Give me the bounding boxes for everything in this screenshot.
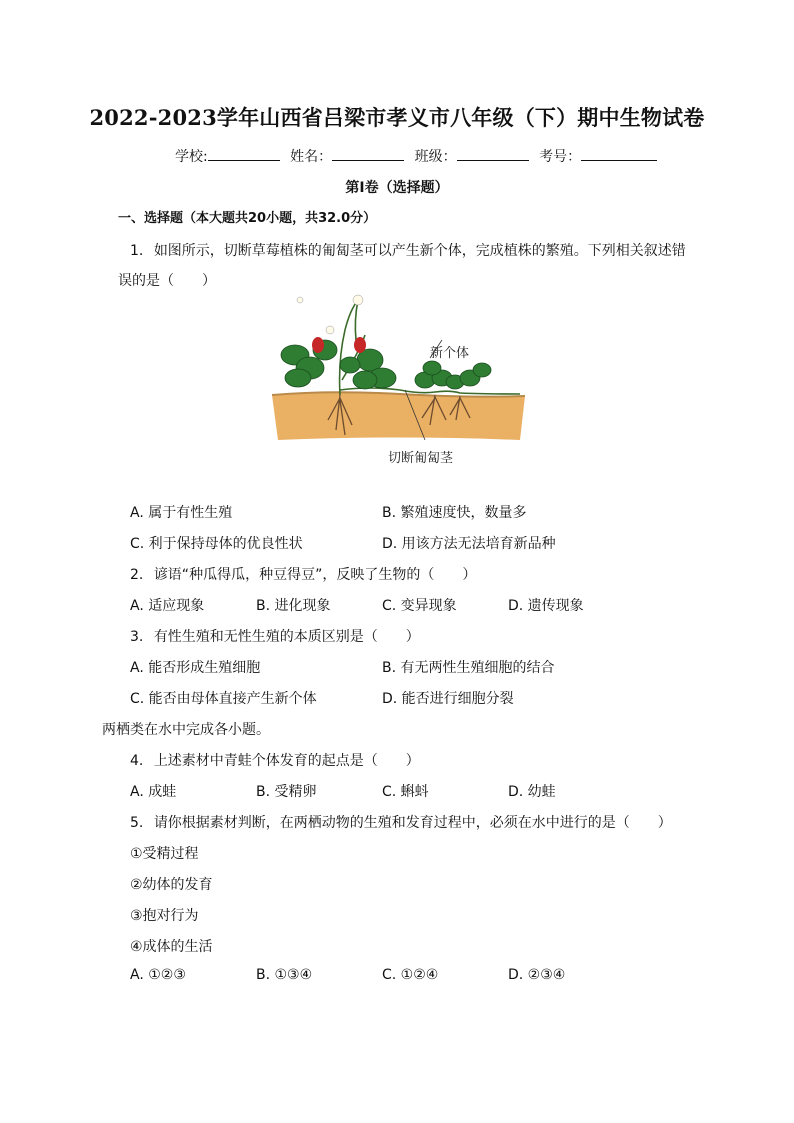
q4-option-b[interactable]: B. 受精卵 — [256, 784, 317, 800]
q1-option-b[interactable]: B. 繁殖速度快，数量多 — [382, 505, 527, 521]
strawberry-runner-figure — [270, 290, 530, 470]
q4-option-a[interactable]: A. 成蛙 — [130, 784, 177, 800]
q5-item-1: ①受精过程 — [130, 846, 199, 862]
question-text: 请你根据素材判断，在两栖动物的生殖和发育过程中，必须在水中进行的是（ ） — [153, 815, 672, 831]
q5-option-d[interactable]: D. ②③④ — [508, 967, 566, 983]
question-number: 3. — [130, 629, 144, 645]
q2-option-c[interactable]: C. 变异现象 — [382, 598, 457, 614]
q1-option-c[interactable]: C. 利于保持母体的优良性状 — [130, 536, 303, 552]
material-text: 两栖类在水中完成各小题。 — [102, 722, 270, 738]
question-number: 2. — [130, 567, 144, 583]
question-text: 谚语“种瓜得瓜，种豆得豆”，反映了生物的（ ） — [153, 567, 477, 583]
question-3 — [130, 626, 420, 646]
question-1-line2: 误的是（ ） — [118, 273, 216, 289]
strawberry-illustration — [270, 290, 530, 470]
exam-no-blank[interactable] — [581, 146, 657, 161]
question-number: 4. — [130, 753, 144, 769]
question-number: 5. — [130, 815, 144, 831]
q1-option-a[interactable]: A. 属于有性生殖 — [130, 505, 233, 521]
q5-option-a[interactable]: A. ①②③ — [130, 967, 186, 983]
q3-option-a[interactable]: A. 能否形成生殖细胞 — [130, 660, 261, 676]
q2-option-a[interactable]: A. 适应现象 — [130, 598, 205, 614]
q1-option-d[interactable]: D. 用该方法无法培育新品种 — [382, 536, 556, 552]
section-title: 第I卷（选择题） — [345, 180, 449, 196]
q5-item-3: ③抱对行为 — [130, 908, 199, 924]
exam-title: 2022-2023学年山西省吕梁市孝义市八年级（下）期中生物试卷 — [89, 105, 705, 130]
student-info-line — [175, 146, 663, 166]
question-2 — [130, 564, 476, 584]
soil-shape — [272, 392, 525, 440]
q5-item-4: ④成体的生活 — [130, 939, 213, 955]
q2-option-d[interactable]: D. 遗传现象 — [508, 598, 584, 614]
q5-item-2: ②幼体的发育 — [130, 877, 213, 893]
question-text: 如图所示，切断草莓植株的匍匐茎可以产生新个体，完成植株的繁殖。下列相关叙述错 — [153, 243, 686, 259]
label-new-individual: 新个体 — [430, 346, 470, 361]
school-label: 学校: — [175, 149, 208, 165]
q4-option-c[interactable]: C. 蝌蚪 — [382, 784, 429, 800]
q5-option-b[interactable]: B. ①③④ — [256, 967, 313, 983]
question-5 — [130, 812, 672, 832]
question-text: 上述素材中青蛙个体发育的起点是（ ） — [153, 753, 420, 769]
name-blank[interactable] — [332, 146, 404, 161]
question-1 — [130, 240, 686, 260]
q3-option-c[interactable]: C. 能否由母体直接产生新个体 — [130, 691, 317, 707]
q5-option-c[interactable]: C. ①②④ — [382, 967, 439, 983]
leaves-mother — [281, 340, 396, 389]
name-label: 姓名： — [290, 149, 333, 165]
exam-no-label: 考号： — [539, 149, 582, 165]
leaves-new-individuals — [415, 361, 491, 389]
class-label: 班级： — [414, 149, 457, 165]
flowers — [297, 295, 363, 334]
q2-option-b[interactable]: B. 进化现象 — [256, 598, 331, 614]
strawberries — [312, 337, 366, 353]
q4-option-d[interactable]: D. 幼蛙 — [508, 784, 556, 800]
class-blank[interactable] — [457, 146, 529, 161]
q3-option-b[interactable]: B. 有无两性生殖细胞的结合 — [382, 660, 555, 676]
question-text: 有性生殖和无性生殖的本质区别是（ ） — [153, 629, 420, 645]
question-number: 1. — [130, 243, 144, 259]
school-blank[interactable] — [208, 146, 280, 161]
label-cut-stem: 切断匍匐茎 — [388, 451, 454, 466]
part-heading: 一、选择题（本大题共20小题，共32.0分） — [118, 211, 377, 226]
q3-option-d[interactable]: D. 能否进行细胞分裂 — [382, 691, 514, 707]
question-4 — [130, 750, 420, 770]
